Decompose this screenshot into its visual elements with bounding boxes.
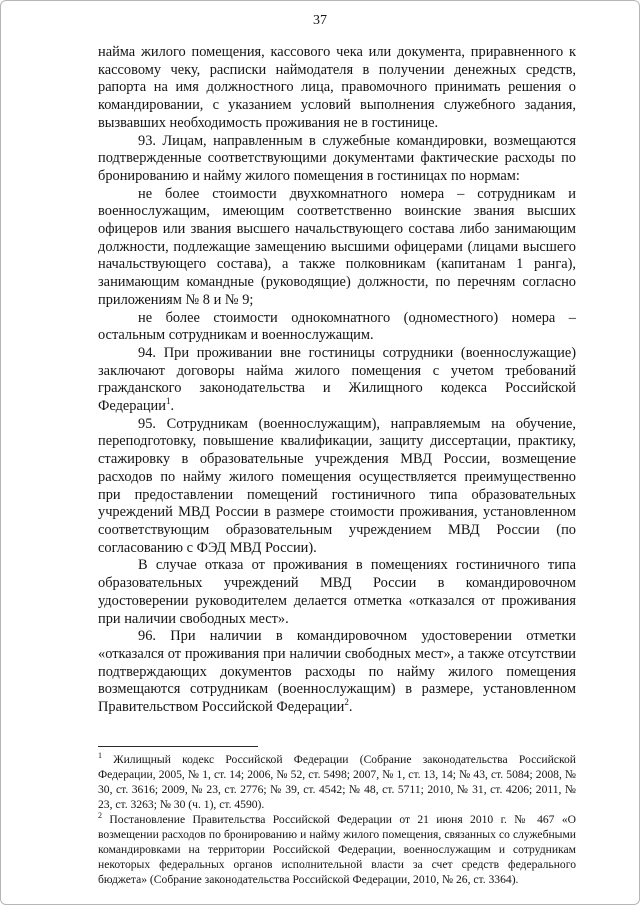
- footnotes: [98, 752, 576, 887]
- paragraph: найма жилого помещения, кассового чека или документа, приравненного к кассовому чеку, расписки наймодателя в получении денежных средств, рапорта на имя должностного лица, правомочного принимать решения о командировании, с указанием условий выполнения служебного задания, вызвавших необходимость проживания не в гостинице.: [98, 44, 576, 131]
- paragraph: 95. Сотрудникам (военнослужащим), направляемым на обучение, переподготовку, повышение квалификации, защиту диссертации, практику, стажировку в образовательные учреждения МВД России, возмещение расходов по найму жилого помещения осуществляется преимущественно при предоставлении помещений гостиничного типа образовательных учреждений МВД России в размере стоимости проживания, установленном соответствующим образовательным учреждением МВД России (по согласованию с ФЭД МВД России).: [98, 415, 576, 556]
- paragraph: 93. Лицам, направленным в служебные командировки, возмещаются подтвержденные соответствующими документами фактические расходы по бронированию и найму жилого помещения в гостиницах по нормам:: [98, 132, 576, 184]
- footnote-reference: 1: [165, 396, 171, 407]
- paragraph: В случае отказа от проживания в помещениях гостиничного типа образовательных учреждений МВД России в командировочном удостоверении руководителем делается отметка «отказался от проживания при наличии свободных мест».: [98, 557, 576, 627]
- paragraph: не более стоимости однокомнатного (одноместного) номера – остальным сотрудникам и военнослужащим.: [98, 309, 576, 344]
- paragraph: 94. При проживании вне гостиницы сотрудники (военнослужащие) заключают договоры найма жилого помещения с учетом требований гражданского законодательства и Жилищного кодекса Российской Федерации$^1$.: [98, 344, 576, 415]
- footnote: $^2$ Постановление Правительства Российской Федерации от 21 июня 2010 г. № 467 «О возмещении расходов по бронированию и найму жилого помещения, связанных со служебными командировками на территории Российской Федерации, военнослужащим и сотрудникам некоторых федеральных органов исполнительной власти за счет средств федерального бюджета» (Собрание законодательства Российской Федерации, 2010, № 26, ст. 3364).: [98, 811, 576, 886]
- footnote: $^1$ Жилищный кодекс Российской Федерации (Собрание законодательства Российской Федерации, 2005, № 1, ст. 14; 2006, № 52, ст. 5498; 2007, № 1, ст. 13, 14; № 43, ст. 5084; 2008, № 30, ст. 3616; 2009, № 23, ст. 2776; № 39, ст. 4542; № 48, ст. 5711; 2010, № 31, ст. 4206; 2011, № 23, ст. 3263; № 30 (ч. 1), ст. 4590).: [98, 751, 576, 811]
- footnote-reference: 2: [344, 697, 349, 708]
- document-body: [98, 44, 576, 717]
- paragraph: не более стоимости двухкомнатного номера – сотрудникам и военнослужащим, имеющим соответственно воинские звания высших офицеров или звания высшего начальствующего состава либо занимающим должности, подлежащие замещению высшими офицерами (лицами высшего начальствующего состава), а также полковникам (капитанам 1 ранга), занимающим командные (руководящие) должности, по перечням согласно приложениям № 8 и № 9;: [98, 185, 576, 308]
- footnote-marker: 1: [98, 751, 102, 761]
- paragraph: 96. При наличии в командировочном удостоверении отметки «отказался от проживания при наличии свободных мест», а также отсутствии подтверждающих документов расходы по найму жилого помещения возмещаются сотрудникам (военнослужащим) в размере, установленном Правительством Российской Федерации$^2$.: [98, 628, 576, 716]
- footnote-marker: 2: [98, 811, 102, 821]
- footnote-separator: [98, 746, 258, 747]
- page-number: 37: [313, 13, 327, 28]
